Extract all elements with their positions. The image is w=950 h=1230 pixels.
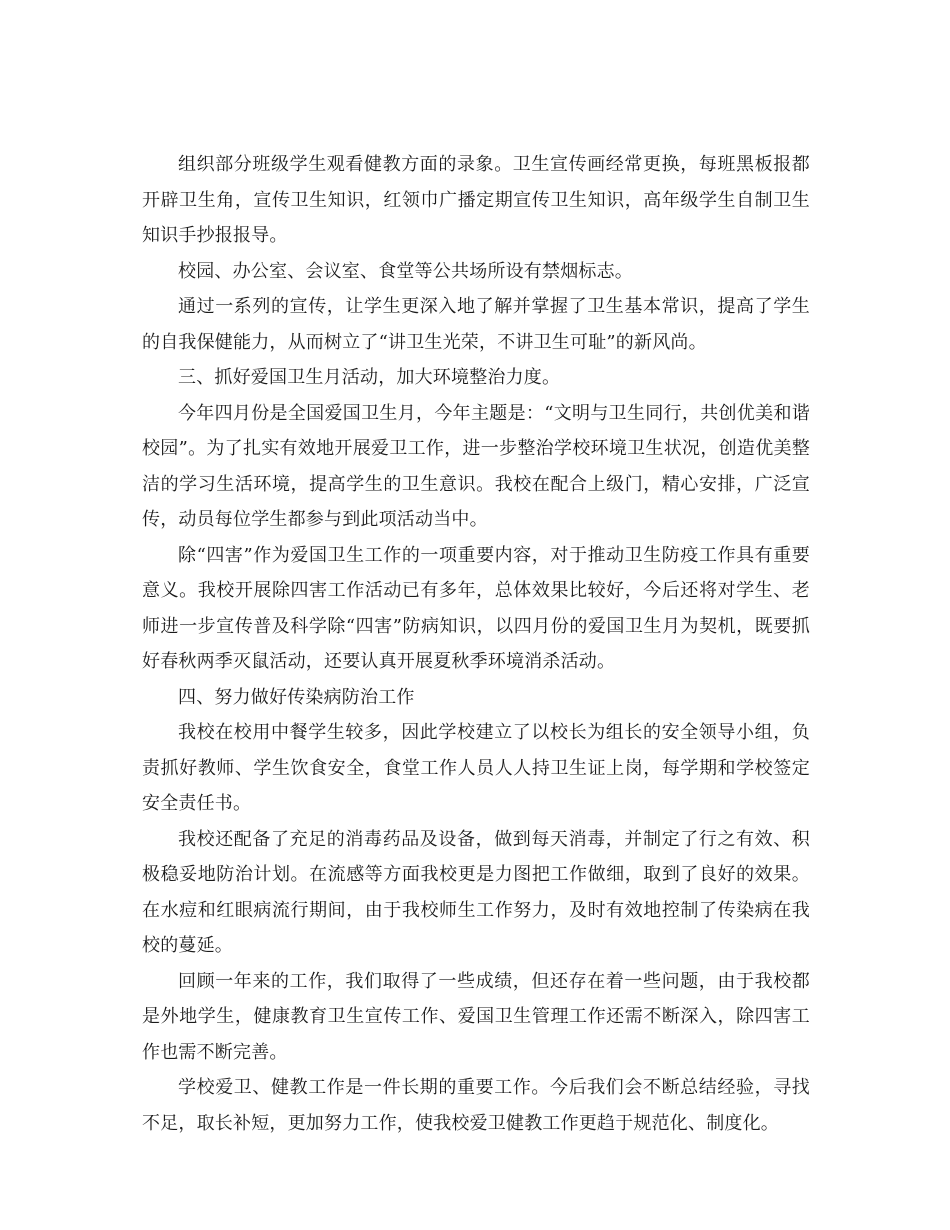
- paragraph: 我校在校用中餐学生较多，因此学校建立了以校长为组长的安全领导小组，负责抓好教师、学生饮食安全，食堂工作人员人人持卫生证上岗，每学期和学校签定安全责任书。: [142, 722, 810, 814]
- paragraph: 学校爱卫、健教工作是一件长期的重要工作。今后我们会不断总结经验，寻找不足，取长补短，更加努力工作，使我校爱卫健教工作更趋于规范化、制度化。: [142, 1077, 810, 1134]
- section-heading: 四、努力做好传染病防治工作: [178, 686, 415, 708]
- paragraph: 今年四月份是全国爱国卫生月，今年主题是：“文明与卫生同行，共创优美和谐校园”。为了扎实有效地开展爱卫工作，进一步整治学校环境卫生状况，创造优美整洁的学习生活环境，提高学生的卫生意识。我校在配合上级门，精心安排，广泛宣传，动员每位学生都参与到此项活动当中。: [142, 402, 810, 530]
- paragraph: 我校还配备了充足的消毒药品及设备，做到每天消毒，并制定了行之有效、积极稳妥地防治计划。在流感等方面我校更是力图把工作做细，取到了良好的效果。在水痘和红眼病流行期间，由于我校师生工作努力，及时有效地控制了传染病在我校的蔓延。: [142, 828, 810, 956]
- section-heading: 三、抓好爱国卫生月活动，加大环境整治力度。: [178, 367, 561, 388]
- paragraph: 组织部分班级学生观看健教方面的录象。卫生宣传画经常更换，每班黑板报都开辟卫生角，宣传卫生知识，红领巾广播定期宣传卫生知识，高年级学生自制卫生知识手抄报报导。: [142, 154, 810, 246]
- paragraph: 回顾一年来的工作，我们取得了一些成绩，但还存在着一些问题，由于我校都是外地学生，健康教育卫生宣传工作、爱国卫生管理工作还需不断深入，除四害工作也需不断完善。: [142, 970, 810, 1063]
- paragraph: 除“四害”作为爱国卫生工作的一项重要内容，对于推动卫生防疫工作具有重要意义。我校开展除四害工作活动已有多年，总体效果比较好，今后还将对学生、老师进一步宣传普及科学除“四害”防病知识，以四月份的爱国卫生月为契机，既要抓好春秋两季灭鼠活动，还要认真开展夏秋季环境消杀活动。: [142, 544, 810, 672]
- document-body: [142, 147, 810, 1141]
- paragraph: 校园、办公室、会议室、食堂等公共场所设有禁烟标志。: [178, 260, 633, 282]
- paragraph: 通过一系列的宣传，让学生更深入地了解并掌握了卫生基本常识，提高了学生的自我保健能力，从而树立了“讲卫生光荣，不讲卫生可耻”的新风尚。: [142, 296, 810, 353]
